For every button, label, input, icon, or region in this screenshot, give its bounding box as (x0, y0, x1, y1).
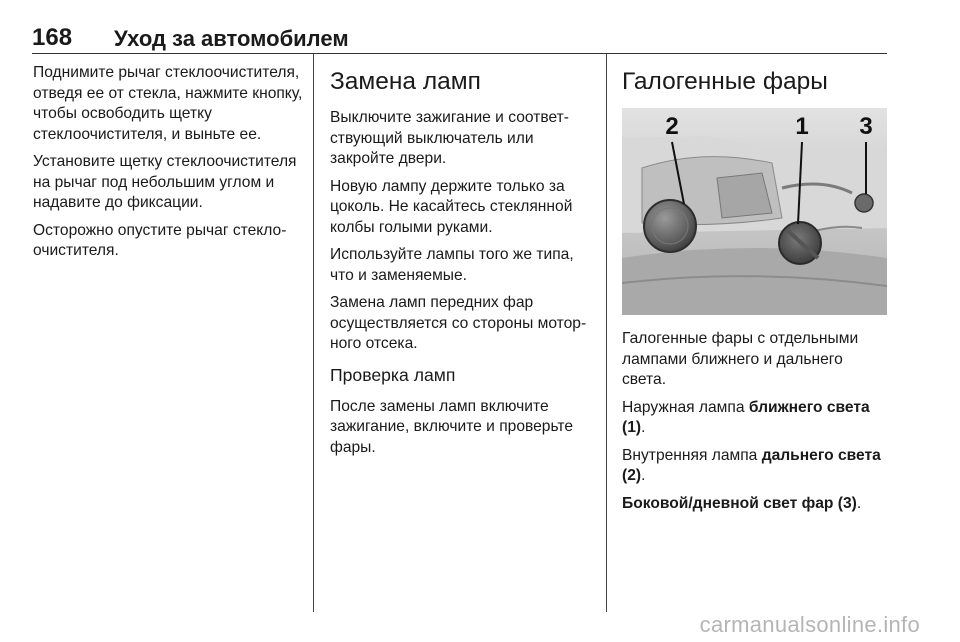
paragraph: Поднимите рычаг стеклоочистителя, отведя ее от стекла, нажмите кнопку, чтобы освободить щетку стеклоочистителя, и выньте ее. (33, 64, 303, 143)
column-divider-2 (606, 54, 607, 612)
paragraph (622, 398, 887, 439)
header-divider (32, 53, 887, 54)
column-divider-1 (313, 54, 314, 612)
text-run: . (856, 494, 862, 512)
subsection-title: Проверка ламп (330, 364, 456, 385)
paragraph: Используйте лампы того же типа, что и заменяемые. (330, 246, 574, 284)
side-light-bulb-icon (855, 194, 873, 212)
section-title: Замена ламп (330, 68, 481, 95)
paragraph: Осторожно опустите рычаг стеклоочистителя. (33, 221, 287, 259)
headlamp-photo (622, 108, 887, 315)
column-wiper (33, 63, 303, 269)
paragraph (622, 494, 887, 515)
paragraph: Замена ламп передних фар осуществляется со стороны моторного отсека. (330, 294, 587, 352)
column-bulb-replacement (330, 63, 598, 465)
bold-term: ближнего света (1) (622, 398, 870, 436)
paragraph (622, 446, 887, 487)
text-run: Наружная лампа (622, 398, 749, 416)
chapter-title: Уход за автомобилем (114, 26, 349, 51)
callout-label: 2 (665, 113, 679, 140)
figure-caption: Галогенные фары с отдельными лампами ближнего и дальнего света. (622, 330, 859, 388)
text-run: . (641, 467, 646, 484)
column-halogen (622, 63, 887, 521)
text-run: . (641, 419, 646, 436)
text-run: Внутренняя лампа (622, 446, 762, 464)
bold-term: Боковой/дневной свет фар (3) (622, 494, 857, 512)
watermark: carmanualsonline.info (699, 612, 920, 637)
page-number: 168 (32, 24, 73, 51)
page-header (32, 22, 890, 52)
paragraph: Установите щетку стеклоочистителя на рычаг под небольшим углом и надавите до фиксации. (33, 153, 297, 211)
callout-label: 3 (859, 113, 873, 140)
paragraph: Выключите зажигание и соответствующий выключатель или закройте двери. (330, 109, 569, 167)
callout-label: 1 (795, 113, 809, 140)
section-title: Галогенные фары (622, 68, 828, 95)
paragraph: Новую лампу держите только за цоколь. Не касайтесь стеклянной колбы голыми руками. (330, 177, 573, 236)
bold-term: дальнего света (2) (622, 446, 881, 484)
paragraph: После замены ламп включите зажигание, включите и проверьте фары. (330, 397, 574, 456)
